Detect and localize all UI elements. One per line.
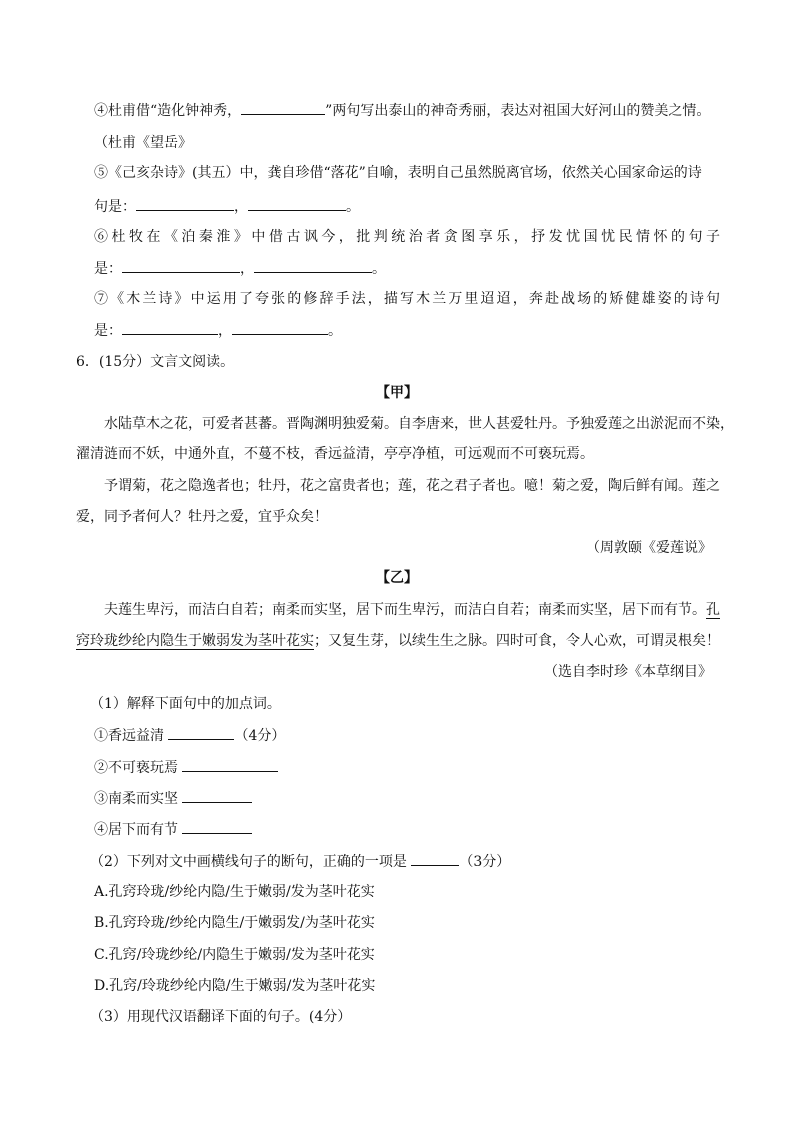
passage-jia-p2-line1: 予谓菊，花之隐逸者也；牡丹，花之富贵者也；莲，花之君子者也。噫！菊之爱，陶后鲜有闻。莲之 [104,478,720,494]
sub1-item [94,819,252,840]
q4-prefix: ④杜甫借“造化钟神秀， [94,103,242,119]
option-a[interactable]: A.孔窍玲珑/纱纶内隐/生于嫩弱/发为茎叶花实 [94,884,375,900]
sub1-item-text: ③南柔而实坚 [94,791,178,807]
sub2-text: （2）下列对文中画横线句子的断句，正确的一项是 [90,854,407,870]
question-5-line: ⑤《己亥杂诗》(其五）中，龚自珍借“落花”自喻，表明自己虽然脱离官场，依然关心国家命运的诗 [94,165,702,181]
passage-yi-text: ；又复生芽，以续生生之脉。四时可食，令人心欢，可谓灵根矣！ [314,633,720,649]
answer-blank[interactable] [248,196,346,211]
passage-jia-p1-line2: 濯清涟而不妖，中通外直，不蔓不枝，香远益清，亭亭净植，可远观而不可亵玩焉。 [76,446,594,462]
answer-blank[interactable] [168,725,234,740]
question-4-line [94,100,710,121]
sub1-item-text: ①香远益清 [94,728,164,744]
question-4-source: （杜甫《望岳》 [94,135,192,151]
question-6-answer-line [94,258,386,279]
sub-question-3-title: （3）用现代汉语翻译下面的句子。(4分） [90,1009,352,1025]
sub2-score: （3分） [459,854,511,870]
option-b[interactable]: B.孔窍玲珑/纱纶内隐生/于嫩弱发/为茎叶花实 [94,915,375,931]
sub1-item [94,757,278,778]
question-7-line: ⑦《木兰诗》中运用了夸张的修辞手法，描写木兰万里迢迢，奔赴战场的矫健雄姿的诗句 [94,291,720,307]
sub1-item [94,788,252,809]
period: 。 [328,323,342,339]
passage-jia-p2-line2: 爱，同予者何人？牡丹之爱，宜乎众矣！ [76,509,328,525]
passage-yi-source: （选自李时珍《本草纲目》 [544,664,712,680]
answer-blank[interactable] [182,819,252,834]
period: 。 [372,261,386,277]
sub-question-1-title: （1）解释下面句中的加点词。 [90,696,281,712]
answer-prefix: 是： [94,323,122,339]
answer-blank[interactable] [136,196,234,211]
passage-yi-line1 [104,600,720,620]
comma: ， [234,199,248,215]
question-6-line: ⑥杜牧在《泊秦淮》中借古讽今，批判统治者贪图享乐，抒发忧国忧民情怀的句子 [94,229,720,245]
period: 。 [346,199,360,215]
passage-yi-title: 【乙】 [376,570,418,586]
answer-blank[interactable] [182,788,252,803]
option-d[interactable]: D.孔窍/玲珑纱纶内隐/生于嫩弱/发为茎叶花实 [94,978,376,994]
sub1-item [94,725,285,746]
answer-blank[interactable] [232,320,328,335]
option-c[interactable]: C.孔窍/玲珑纱纶/内隐生于嫩弱/发为茎叶花实 [94,947,375,963]
passage-jia-title: 【甲】 [376,385,418,401]
passage-yi-text: 夫莲生卑污，而洁白自若；南柔而实坚，居下而生卑污，而洁白自若；南柔而实坚，居下而有节。 [104,602,706,618]
answer-blank[interactable] [122,320,218,335]
section-6-header: 6．(15分）文言文阅读。 [76,354,235,370]
comma: ， [240,261,254,277]
question-7-answer-line [94,320,342,341]
answer-prefix: 是： [94,261,122,277]
passage-jia-p1-line1: 水陆草木之花，可爱者甚蕃。晋陶渊明独爱菊。自李唐来，世人甚爱牡丹。予独爱莲之出淤泥而不染， [104,416,734,432]
question-5-answer-line [94,196,360,217]
sub1-item-text: ④居下而有节 [94,822,178,838]
sub1-score: （4分） [234,728,286,744]
answer-prefix: 句是： [94,199,136,215]
answer-blank[interactable] [122,258,240,273]
underlined-sentence: 孔 [706,602,720,618]
sub-question-2-title [90,851,510,872]
passage-jia-source: （周敦颐《爱莲说》 [586,540,712,556]
underlined-sentence: 窍玲珑纱纶内隐生于嫩弱发为茎叶花实 [76,633,314,649]
sub1-item-text: ②不可亵玩焉 [94,760,178,776]
q4-suffix: ”两句写出泰山的神奇秀丽，表达对祖国大好河山的赞美之情。 [325,103,711,119]
comma: ， [218,323,232,339]
answer-blank[interactable] [241,100,325,115]
answer-blank[interactable] [411,851,459,866]
passage-yi-line2 [76,631,720,651]
answer-blank[interactable] [182,757,278,772]
answer-blank[interactable] [254,258,372,273]
